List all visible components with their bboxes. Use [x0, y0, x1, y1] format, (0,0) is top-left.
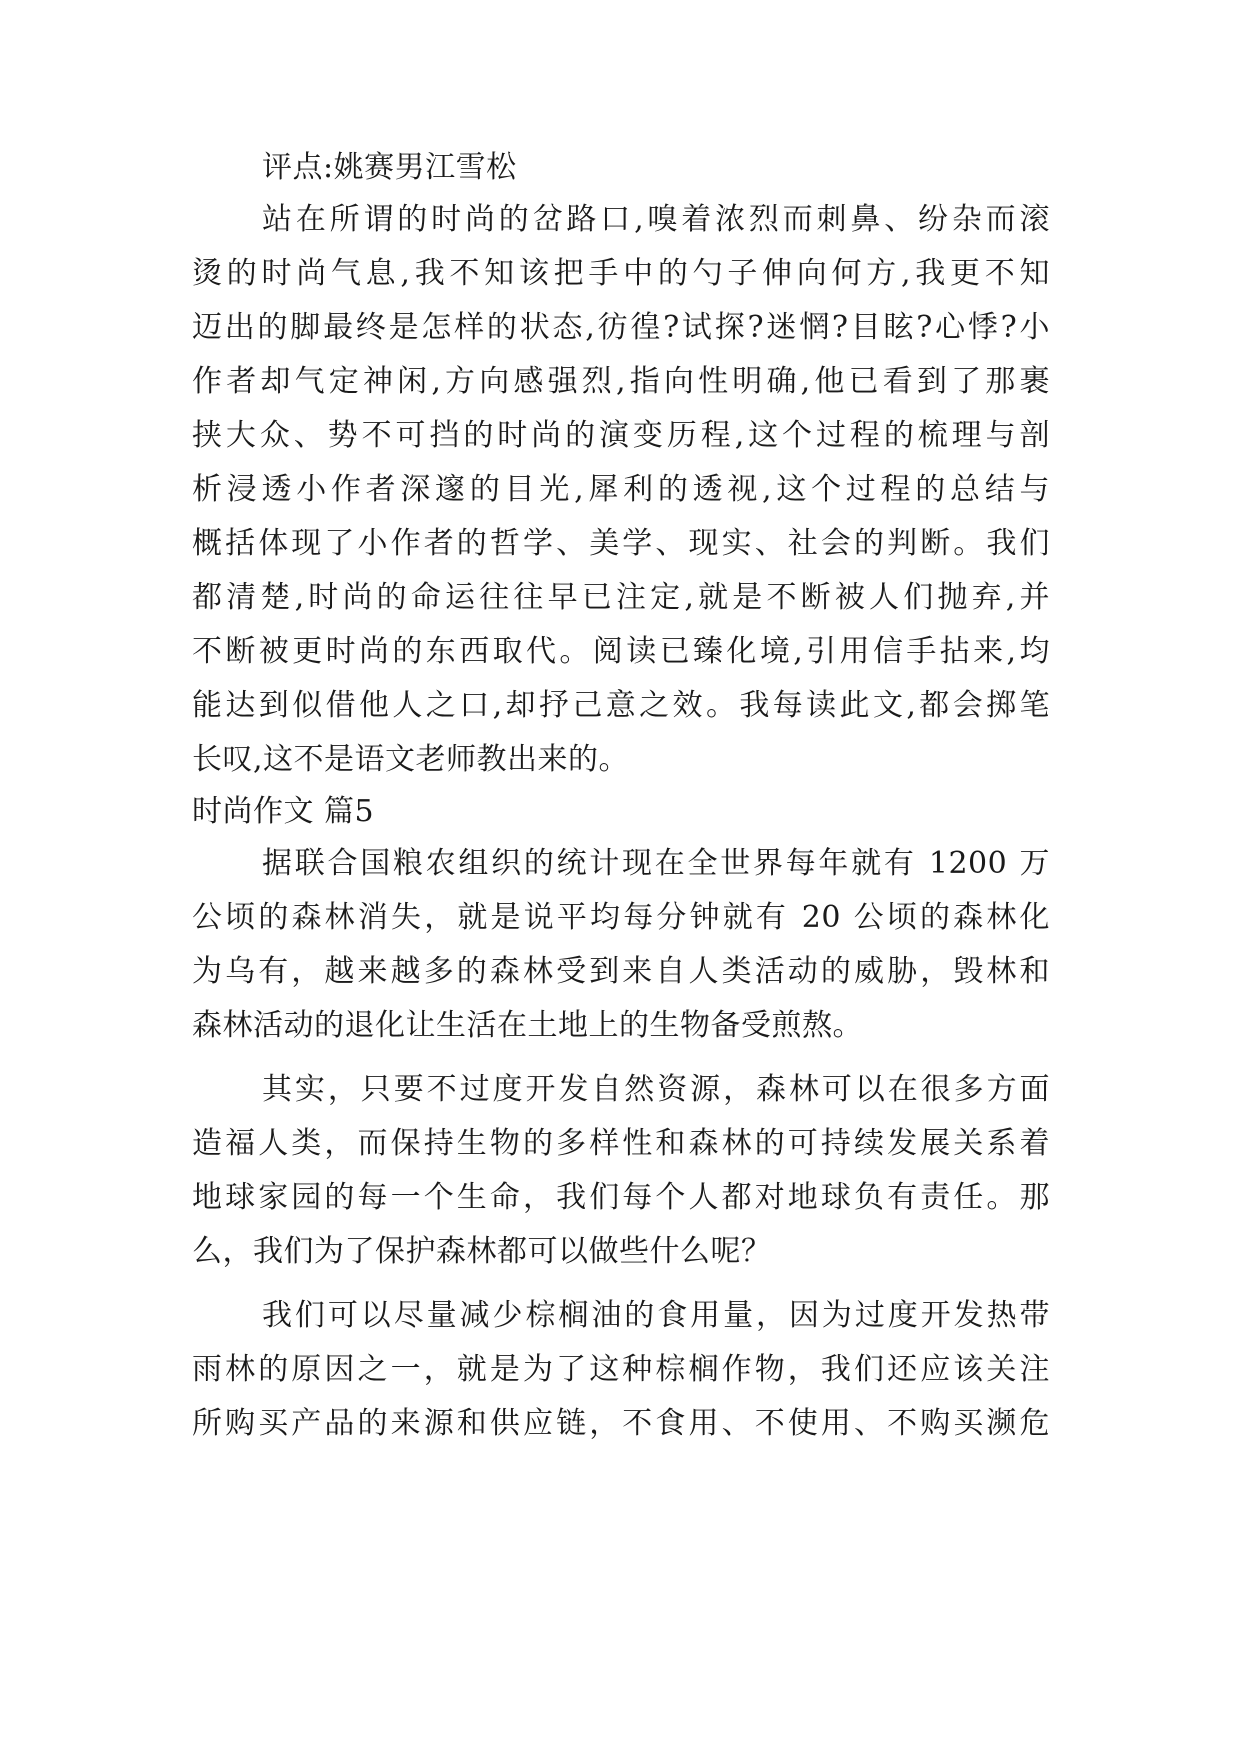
paragraph-line: 造福人类，而保持生物的多样性和森林的可持续发展关系着: [192, 1126, 1050, 1161]
paragraph-line: 挟大众、势不可挡的时尚的演变历程,这个过程的梳理与剖: [192, 418, 1050, 453]
paragraph-line: 能达到似借他人之口,却抒己意之效。我每读此文,都会掷笔: [192, 688, 1050, 723]
section-heading: 时尚作文 篇5: [192, 794, 375, 829]
paragraph-line: 我们可以尽量减少棕榈油的食用量，因为过度开发热带: [262, 1298, 1050, 1333]
paragraph-line: 森林活动的退化让生活在土地上的生物备受煎熬。: [192, 1008, 863, 1043]
paragraph-line: 迈出的脚最终是怎样的状态,彷徨?试探?迷惘?目眩?心悸?小: [192, 310, 1050, 345]
paragraph-line: 其实，只要不过度开发自然资源，森林可以在很多方面: [262, 1072, 1050, 1107]
paragraph-line: 雨林的原因之一，就是为了这种棕榈作物，我们还应该关注: [192, 1352, 1050, 1387]
paragraph-line: 析浸透小作者深邃的目光,犀利的透视,这个过程的总结与: [192, 472, 1050, 507]
paragraph-line: 为乌有，越来越多的森林受到来自人类活动的威胁，毁林和: [192, 954, 1050, 989]
commentary-credit-line: 评点:姚赛男江雪松: [262, 150, 517, 185]
paragraph-line: 公顷的森林消失，就是说平均每分钟就有 20 公顷的森林化: [192, 900, 1050, 935]
paragraph-line: 所购买产品的来源和供应链，不食用、不使用、不购买濒危: [192, 1406, 1050, 1441]
paragraph-line: 据联合国粮农组织的统计现在全世界每年就有 1200 万: [262, 846, 1050, 881]
paragraph-line: 么，我们为了保护森林都可以做些什么呢？: [192, 1234, 772, 1269]
paragraph-line: 地球家园的每一个生命，我们每个人都对地球负有责任。那: [192, 1180, 1050, 1215]
paragraph-line: 作者却气定神闲,方向感强烈,指向性明确,他已看到了那裹: [192, 364, 1050, 399]
paragraph-line: 长叹,这不是语文老师教出来的。: [192, 742, 630, 777]
paragraph-line: 烫的时尚气息,我不知该把手中的勺子伸向何方,我更不知: [192, 256, 1050, 291]
paragraph-line: 不断被更时尚的东西取代。阅读已臻化境,引用信手拈来,均: [192, 634, 1050, 669]
paragraph-line: 站在所谓的时尚的岔路口,嗅着浓烈而刺鼻、纷杂而滚: [262, 202, 1050, 237]
paragraph-line: 概括体现了小作者的哲学、美学、现实、社会的判断。我们: [192, 526, 1050, 561]
paragraph-line: 都清楚,时尚的命运往往早已注定,就是不断被人们抛弃,并: [192, 580, 1050, 615]
